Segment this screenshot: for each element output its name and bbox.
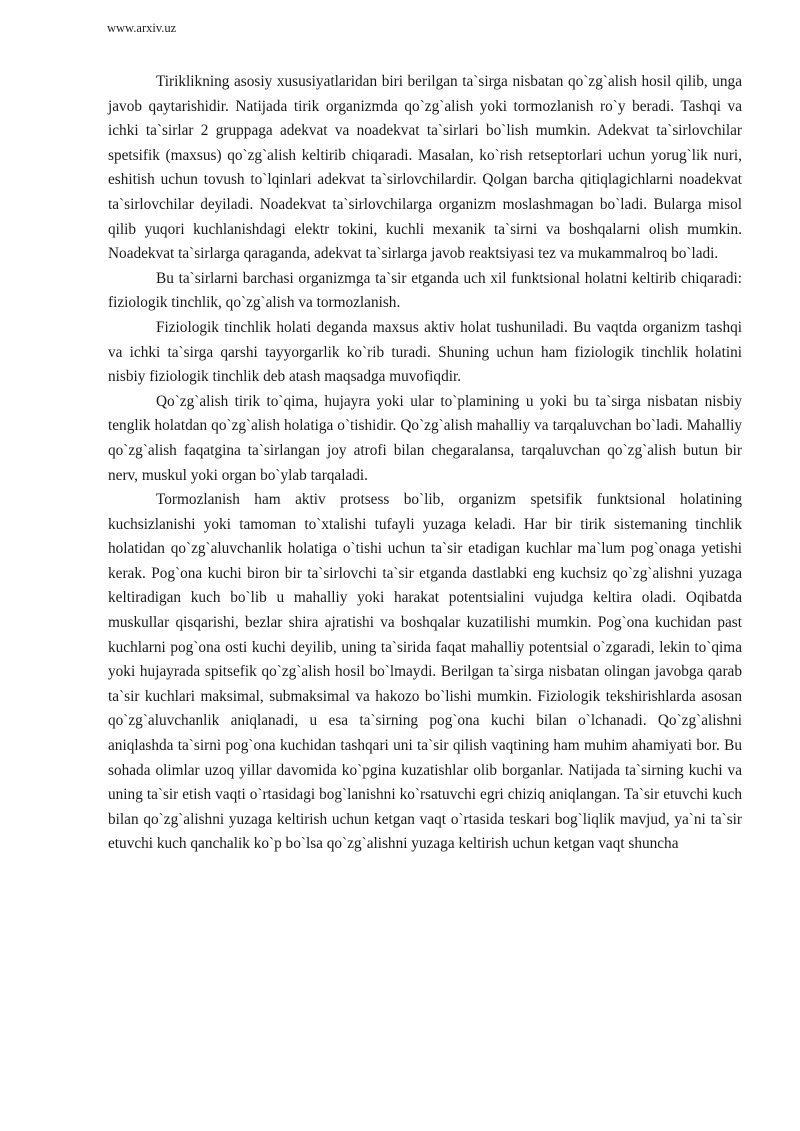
site-header bbox=[107, 20, 176, 36]
document-body bbox=[108, 70, 742, 857]
site-url: www.arxiv.uz bbox=[107, 21, 177, 35]
paragraph-excitation: Qo`zg`alish tirik to`qima, hujayra yoki ular to`plamining u yoki bu ta`sirga nisbatan nisbiy tenglik holatdan qo`zg`alish holatiga o`tishidir. Qo`zg`alish mahalliy va tarqaluvchan bo`ladi. Mahalliy qo`zg`alish faqatgina ta`sirlangan joy atrofi bilan chegaralansa, tarqaluvchan qo`zg`alish butun bir nerv, muskul yoki organ bo`ylab tarqaladi. bbox=[108, 392, 742, 484]
paragraph-inhibition: Tormozlanish ham aktiv protsess bo`lib, organizm spetsifik funktsional holatining kuchsizlanishi yoki tamoman to`xtalishi tufayli yuzaga keladi. Har bir tirik sistemaning tinchlik holatidan qo`zg`aluvchanlik holatiga o`tishi uchun ta`sir etadigan kuchlar ma`lum pog`onaga yetishi kerak. Pog`ona kuchi biron bir ta`sirlovchi ta`sir etganda dastlabki eng kuchsiz qo`zg`alishni yuzaga keltiradigan kuch bo`lib u mahalliy yoki harakat potentsialini vujudga keltira oladi. Oqibatda muskullar qisqarishi, bezlar shira ajratishi va boshqalar kuzatilishi mumkin. Pog`ona kuchidan past kuchlarni pog`ona osti kuchi deyilib, uning ta`sirida faqat mahalliy potentsial o`zgaradi, lekin to`qima yoki hujayrada spitsefik qo`zg`alish hosil bo`lmaydi. Berilgan ta`sirga nisbatan olingan javobga qarab ta`sir kuchlari maksimal, submaksimal va hakozo bo`lishi mumkin. Fiziologik tekshirishlarda asosan qo`zg`aluvchanlik aniqlanadi, u esa ta`sirning pog`ona kuchi bilan o`lchanadi. Qo`zg`alishni aniqlashda ta`sirni pog`ona kuchidan tashqari uni ta`sir qilish vaqtining ham muhim ahamiyati bor. Bu sohada olimlar uzoq yillar davomida ko`pgina kuzatishlar olib borganlar. Natijada ta`sirning kuchi va uning ta`sir etish vaqti o`rtasidagi bog`lanishni ko`rsatuvchi egri chiziq aniqlangan. Ta`sir etuvchi kuch bilan qo`zg`alishni yuzaga keltirish uchun ketgan vaqt o`rtasida teskari bog`liqlik mavjud, ya`ni ta`sir etuvchi kuch qanchalik ko`p bo`lsa qo`zg`alishni yuzaga keltirish uchun ketgan vaqt shuncha bbox=[108, 491, 742, 853]
paragraph-physiological-rest: Fiziologik tinchlik holati deganda maxsus aktiv holat tushuniladi. Bu vaqtda organizm tashqi va ichki ta`sirga qarshi tayyorgarlik ko`rib turadi. Shuning uchun ham fiziologik tinchlik holatini nisbiy fiziologik tinchlik deb atash maqsadga muvofiqdir. bbox=[108, 318, 742, 386]
paragraph-functional-states: Bu ta`sirlarni barchasi organizmga ta`sir etganda uch xil funktsional holatni keltirib chiqaradi: fiziologik tinchlik, qo`zg`alish va tormozlanish. bbox=[108, 269, 742, 312]
paragraph-stimuli: Tiriklikning asosiy xususiyatlaridan biri berilgan ta`sirga nisbatan qo`zg`alish hosil qilib, unga javob qaytarishidir. Natijada tirik organizmda qo`zg`alish yoki tormozlanish ro`y beradi. Tashqi va ichki ta`sirlar 2 gruppaga adekvat va noadekvat ta`sirlari bo`lish mumkin. Adekvat ta`sirlovchilar spetsifik (maxsus) qo`zg`alish keltirib chiqaradi. Masalan, ko`rish retseptorlari uchun yorug`lik nuri, eshitish uchun tovush to`lqinlari adekvat ta`sirlovchilardir. Qolgan barcha qitiqlagichlarni noadekvat ta`sirlovchilar deyiladi. Noadekvat ta`sirlovchilarga organizm moslashmagan bo`ladi. Bularga misol qilib yuqori kuchlanishdagi elektr tokini, kuchli mexanik ta`sirni va boshqalarni olish mumkin. Noadekvat ta`sirlarga qaraganda, adekvat ta`sirlarga javob reaktsiyasi tez va mukammalroq bo`ladi. bbox=[108, 73, 742, 263]
